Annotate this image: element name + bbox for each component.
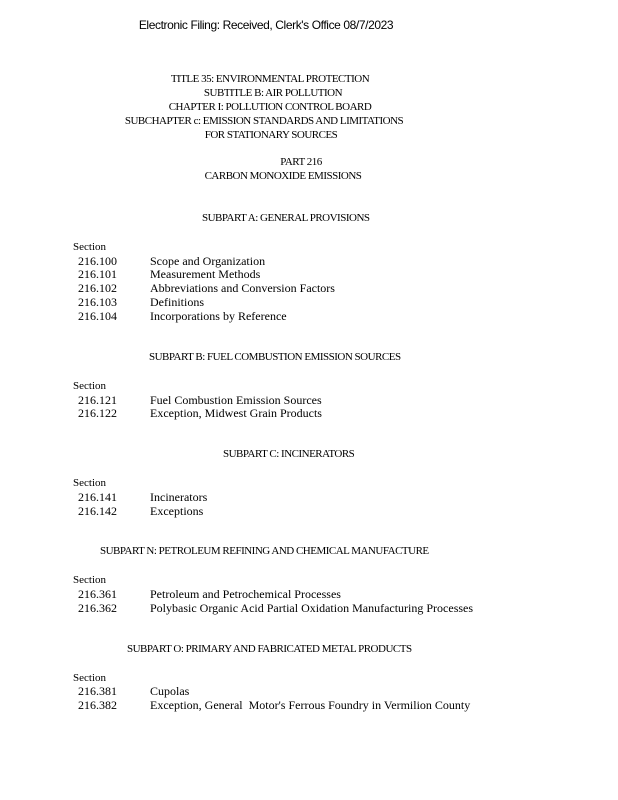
section-title: Measurement Methods — [150, 267, 261, 281]
filing-stamp: Electronic Filing: Received, Clerk's Office 08/7/2023 — [138, 18, 394, 32]
subchapter-line-2: FOR STATIONARY SOURCES — [204, 129, 338, 141]
list-item — [0, 254, 618, 268]
section-title: Definitions — [150, 295, 204, 309]
subpart-b-title: SUBPART B: FUEL COMBUSTION EMISSION SOURCES — [149, 351, 401, 363]
section-label: Section — [73, 477, 106, 489]
subpart-c-title: SUBPART C: INCINERATORS — [223, 448, 355, 460]
section-number: 216.100 — [78, 254, 117, 268]
list-item — [0, 684, 618, 698]
list-item — [0, 309, 618, 323]
section-title: Incinerators — [150, 490, 208, 504]
subpart-a-title: SUBPART A: GENERAL PROVISIONS — [202, 212, 370, 224]
title-line: TITLE 35: ENVIRONMENTAL PROTECTION — [170, 73, 370, 85]
part-title: CARBON MONOXIDE EMISSIONS — [204, 170, 362, 182]
list-item — [0, 504, 618, 518]
list-item — [0, 601, 618, 615]
subtitle-line: SUBTITLE B: AIR POLLUTION — [203, 87, 343, 99]
section-number: 216.121 — [78, 393, 117, 407]
section-number: 216.362 — [78, 601, 117, 615]
part-number: PART 216 — [280, 156, 322, 168]
subpart-o-title: SUBPART O: PRIMARY AND FABRICATED METAL PRODUCTS — [127, 643, 412, 655]
list-item — [0, 393, 618, 407]
section-number: 216.102 — [78, 281, 117, 295]
regulation-heading — [0, 72, 540, 142]
list-item — [0, 587, 618, 601]
section-title: Cupolas — [150, 684, 190, 698]
section-title: Petroleum and Petrochemical Processes — [150, 587, 341, 601]
section-number: 216.122 — [78, 406, 117, 420]
section-number: 216.142 — [78, 504, 117, 518]
section-title: Exception, General Motor's Ferrous Foundry in Vermilion County — [150, 698, 471, 712]
section-title: Exceptions — [150, 504, 204, 518]
section-title: Incorporations by Reference — [150, 309, 287, 323]
list-item — [0, 295, 618, 309]
section-number: 216.381 — [78, 684, 117, 698]
section-number: 216.361 — [78, 587, 117, 601]
section-number: 216.141 — [78, 490, 117, 504]
section-label: Section — [73, 380, 106, 392]
section-number: 216.103 — [78, 295, 117, 309]
list-item — [0, 267, 618, 281]
section-label: Section — [73, 241, 106, 253]
section-label: Section — [73, 574, 106, 586]
list-item — [0, 490, 618, 504]
section-title: Fuel Combustion Emission Sources — [150, 393, 322, 407]
subpart-n-title: SUBPART N: PETROLEUM REFINING AND CHEMICAL MANUFACTURE — [100, 545, 429, 557]
section-title: Abbreviations and Conversion Factors — [150, 281, 335, 295]
list-item — [0, 281, 618, 295]
section-label: Section — [73, 672, 106, 684]
list-item — [0, 406, 618, 420]
section-number: 216.101 — [78, 267, 117, 281]
section-title: Exception, Midwest Grain Products — [150, 406, 322, 420]
section-title: Polybasic Organic Acid Partial Oxidation Manufacturing Processes — [150, 601, 474, 615]
chapter-line: CHAPTER I: POLLUTION CONTROL BOARD — [168, 101, 372, 113]
section-title: Scope and Organization — [150, 254, 266, 268]
section-number: 216.104 — [78, 309, 117, 323]
subchapter-line: SUBCHAPTER c: EMISSION STANDARDS AND LIMITATIONS — [124, 115, 404, 127]
list-item — [0, 698, 618, 712]
section-number: 216.382 — [78, 698, 117, 712]
